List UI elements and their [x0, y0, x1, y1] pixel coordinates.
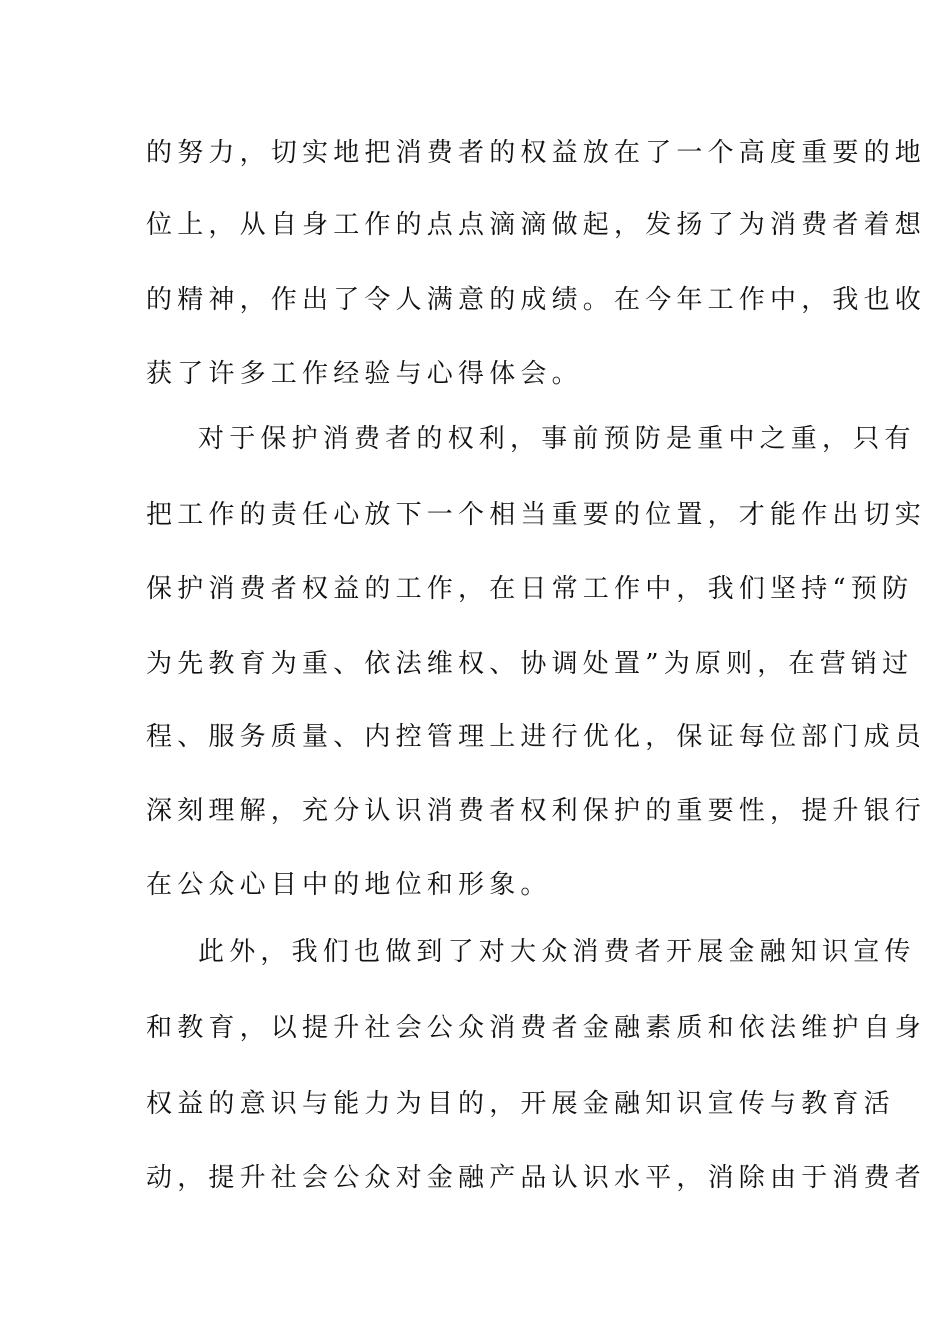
text-line: 获了许多工作经验与心得体会。 — [146, 359, 583, 389]
text-line: 权益的意识与能力为目的，开展金融知识宣传与教育活 — [146, 1089, 895, 1119]
text-line: 的精神，作出了令人满意的成绩。在今年工作中，我也收 — [146, 285, 927, 315]
text-line: 位上，从自身工作的点点滴滴做起，发扬了为消费者着想 — [146, 210, 927, 240]
text-line: 为先教育为重、依法维权、协调处置”为原则，在营销过 — [146, 649, 914, 679]
text-line: 和教育，以提升社会公众消费者金融素质和依法维护自身 — [146, 1013, 927, 1043]
text-line: 深刻理解，充分认识消费者权利保护的重要性，提升银行 — [146, 796, 927, 826]
text-line: 保护消费者权益的工作，在日常工作中，我们坚持“预防 — [146, 574, 914, 604]
text-line: 把工作的责任心放下一个相当重要的位置，才能作出切实 — [146, 500, 927, 530]
paragraph-first-line: 对于保护消费者的权利，事前预防是重中之重，只有 — [198, 424, 916, 454]
paragraph-first-line: 此外，我们也做到了对大众消费者开展金融知识宣传 — [198, 937, 916, 967]
text-line: 的努力，切实地把消费者的权益放在了一个高度重要的地 — [146, 138, 927, 168]
text-line: 在公众心目中的地位和形象。 — [146, 870, 552, 900]
text-line: 程、服务质量、内控管理上进行优化，保证每位部门成员 — [146, 722, 927, 752]
text-line: 动，提升社会公众对金融产品认识水平，消除由于消费者 — [146, 1163, 927, 1193]
